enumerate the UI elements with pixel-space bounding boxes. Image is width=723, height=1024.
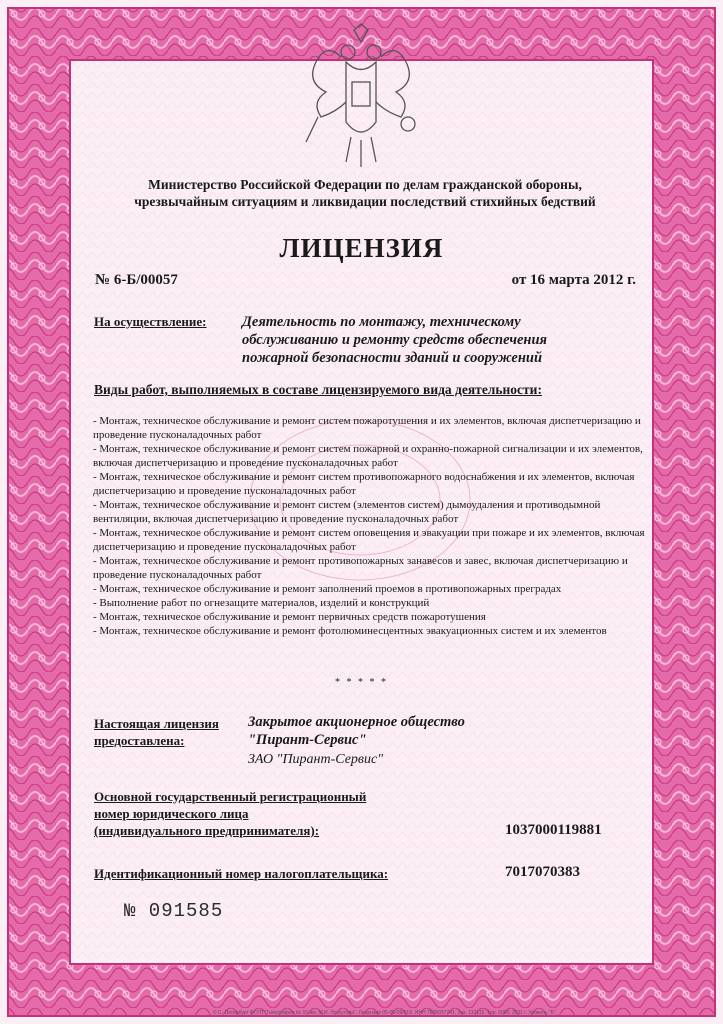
license-date: от 16 марта 2012 г. xyxy=(511,272,636,288)
list-item: - Монтаж, техническое обслуживание и ремонт противопожарных занавесов и завес, включая диспетчеризацию и проведение пусконаладочных работ xyxy=(93,555,628,581)
purpose-line-2: обслуживанию и ремонту средств обеспечения xyxy=(242,332,547,348)
ogrn-label-line-3: (индивидуального предпринимателя): xyxy=(94,823,320,838)
list-item: - Выполнение работ по огнезащите материалов, изделий и конструкций xyxy=(93,597,430,609)
inn-label: Идентификационный номер налогоплательщика: xyxy=(94,866,389,881)
serial-number: № 091585 xyxy=(124,900,224,922)
ogrn-label-line-1: Основной государственный регистрационный xyxy=(94,789,367,804)
works-heading: Виды работ, выполняемых в составе лицензируемого вида деятельности: xyxy=(94,382,542,397)
company-short-name: ЗАО "Пирант-Сервис" xyxy=(248,752,384,767)
list-item: - Монтаж, техническое обслуживание и ремонт заполнений проемов в противопожарных преградах xyxy=(93,583,562,595)
separator-stars: * * * * * xyxy=(335,677,388,688)
list-item: - Монтаж, техническое обслуживание и ремонт систем оповещения и эвакуации при пожаре и их элементов, включая диспетчеризацию и проведение пусконаладочных работ xyxy=(93,527,645,553)
inn-value: 7017070383 xyxy=(505,864,580,880)
works-list xyxy=(93,414,649,638)
ministry-name xyxy=(90,176,640,210)
emblem-icon xyxy=(296,22,426,172)
list-item: - Монтаж, техническое обслуживание и ремонт систем противопожарного водоснабжения и их элементов, включая диспетчеризацию и проведение пусконаладочных работ xyxy=(93,471,635,497)
list-item: - Монтаж, техническое обслуживание и ремонт первичных средств пожаротушения xyxy=(93,611,486,623)
document-title: ЛИЦЕНЗИЯ xyxy=(279,233,444,263)
granted-label xyxy=(94,715,219,749)
ogrn-label-line-2: номер юридического лица xyxy=(94,806,249,821)
license-number: № 6-Б/00057 xyxy=(95,272,178,288)
list-item: - Монтаж, техническое обслуживание и ремонт систем (элементов систем) дымоудаления и противодымной вентиляции, включая диспетчеризацию и проведение пусконаладочных работ xyxy=(93,499,601,525)
company-full-line-1: Закрытое акционерное общество xyxy=(248,714,465,730)
list-item: - Монтаж, техническое обслуживание и ремонт систем пожарной и охранно-пожарной сигнализации и их элементов, включая диспетчеризацию и проведение пусконаладочных работ xyxy=(93,443,643,469)
printer-footer: © С.-Петербург ФГУП "Типография № 10 им. М.И. Лоскутова". Лицензия 05-05-09/019. ИНН 7808037741. Зак. 110115. Тир. 0000. 2011 г. Уровень "Б". xyxy=(212,1010,558,1016)
ministry-line-1: Министерство Российской Федерации по делам гражданской обороны, xyxy=(148,177,582,192)
purpose-text xyxy=(242,313,642,367)
granted-label-line-2: предоставлена: xyxy=(94,733,185,748)
purpose-line-1: Деятельность по монтажу, техническому xyxy=(242,314,521,330)
granted-label-line-1: Настоящая лицензия xyxy=(94,716,219,731)
company-full-name xyxy=(248,713,628,749)
company-full-line-2: "Пирант-Сервис" xyxy=(248,732,367,748)
list-item: - Монтаж, техническое обслуживание и ремонт систем пожаротушения и их элементов, включая диспетчеризацию и проведение пусконаладочных работ xyxy=(93,415,641,441)
list-item: - Монтаж, техническое обслуживание и ремонт фотолюминесцентных эвакуационных систем и их элементов xyxy=(93,625,607,637)
ministry-line-2: чрезвычайным ситуациям и ликвидации последствий стихийных бедствий xyxy=(134,194,596,209)
purpose-label: На осуществление: xyxy=(94,314,207,329)
purpose-line-3: пожарной безопасности зданий и сооружений xyxy=(242,350,543,366)
ogrn-value: 1037000119881 xyxy=(505,822,602,838)
ogrn-label xyxy=(94,788,366,839)
